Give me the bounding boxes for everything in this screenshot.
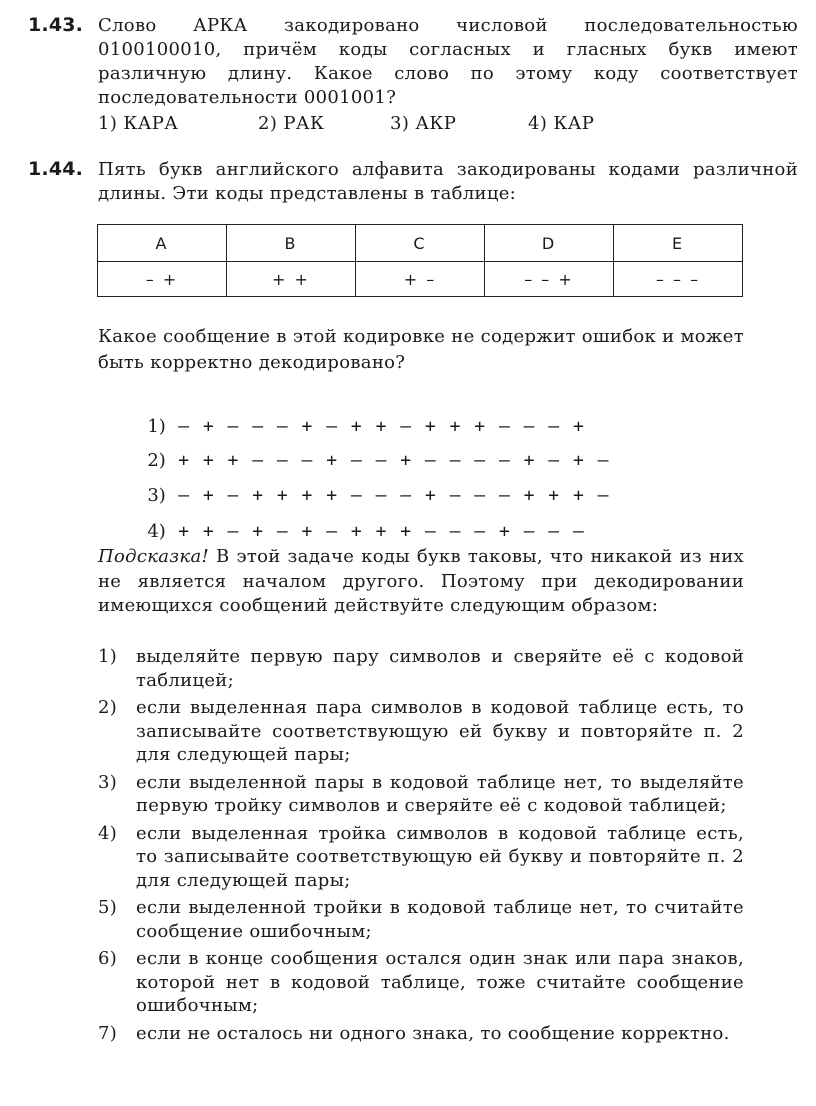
list-item [98, 896, 744, 943]
answer-option: 4) КАР [528, 113, 595, 134]
hint-text: В этой задаче коды букв таковы, что никакой из них не является началом другого. Поэтому при декодировании имеющихся сообщений действуйте следующим образом: [98, 546, 744, 616]
table-cell: – – – [614, 262, 743, 297]
problem-number: 1.44. [28, 158, 84, 180]
step-number: 6) [98, 948, 118, 969]
option-sequence: – + – + + + + – – – + – – – + + + – [178, 485, 610, 506]
code-table [97, 224, 743, 297]
list-item [98, 947, 744, 1018]
option-number: 2) [147, 450, 166, 471]
table-cell: E [614, 225, 743, 262]
step-text: если выделенная тройка символов в кодовой таблице есть, то записывайте соответствующую ей букву и повторяйте п. 2 для следующей пары; [136, 822, 744, 891]
step-number: 3) [98, 771, 118, 793]
step-number: 1) [98, 646, 118, 667]
answer-options [98, 112, 798, 138]
problem-text: Пять букв английского алфавита закодированы кодами различной длины. Эти коды представлены в таблице: [98, 159, 798, 204]
table-cell: C [356, 225, 485, 262]
code-table-letters-row [98, 225, 743, 262]
list-item [98, 645, 744, 692]
table-cell: B [227, 225, 356, 262]
list-item [98, 771, 744, 818]
question-text: Какое сообщение в этой кодировке не содержит ошибок и может быть корректно декодировано? [98, 326, 744, 373]
hint-steps-list [98, 645, 744, 1049]
option-number: 1) [147, 416, 166, 437]
table-cell: + – [356, 262, 485, 297]
hint-lead: Подсказка! [98, 546, 210, 567]
list-item [98, 1022, 744, 1046]
step-text: если в конце сообщения остался один знак или пара знаков, которой нет в кодовой таблице, тоже считайте сообщение ошибочным; [136, 948, 744, 1016]
step-text: если выделенной пары в кодовой таблице нет, то выделяйте первую тройку символов и сверяйте её с кодовой таблицей; [136, 771, 744, 816]
answer-option: 2) РАК [258, 113, 325, 134]
problem-text: Слово АРКА закодировано числовой последовательностью 0100100010, причём коды согласных и гласных букв имеют различную длину. Какое слово по этому коду соответствует последовательности 0001001? [98, 15, 798, 108]
step-text: если не осталось ни одного знака, то сообщение корректно. [136, 1022, 730, 1044]
answer-option: 1) КАРА [98, 113, 179, 134]
step-text: если выделенной тройки в кодовой таблице нет, то считайте сообщение ошибочным; [136, 897, 744, 942]
option-sequence: – + – – – + – + + – + + + – – – + [178, 416, 586, 437]
option-number: 3) [147, 485, 166, 506]
problem-1-43 [28, 14, 798, 138]
step-number: 2) [98, 697, 118, 718]
table-cell: – + [98, 262, 227, 297]
step-number: 7) [98, 1022, 118, 1044]
problem-1-44 [28, 158, 798, 206]
problem-number: 1.43. [28, 14, 84, 36]
answer-option: 3) АКР [390, 113, 457, 134]
code-table-codes-row [98, 262, 743, 297]
table-cell: D [485, 225, 614, 262]
step-text: выделяйте первую пару символов и сверяйте её с кодовой таблицей; [136, 646, 744, 691]
table-cell: + + [227, 262, 356, 297]
list-item [98, 696, 744, 767]
table-cell: A [98, 225, 227, 262]
option-number: 4) [147, 521, 166, 542]
step-text: если выделенная пара символов в кодовой таблице есть, то записывайте соответствующую ей букву и повторяйте п. 2 для следующей пары; [136, 697, 744, 765]
hint-paragraph [98, 545, 744, 619]
list-item [98, 822, 744, 893]
option-sequence: + + + – – – + – – + – – – – + – + – [178, 450, 610, 471]
step-number: 4) [98, 822, 118, 844]
step-number: 5) [98, 897, 118, 918]
option-sequence: + + – + – + – + + + – – – + – – – [178, 521, 586, 542]
table-cell: – – + [485, 262, 614, 297]
